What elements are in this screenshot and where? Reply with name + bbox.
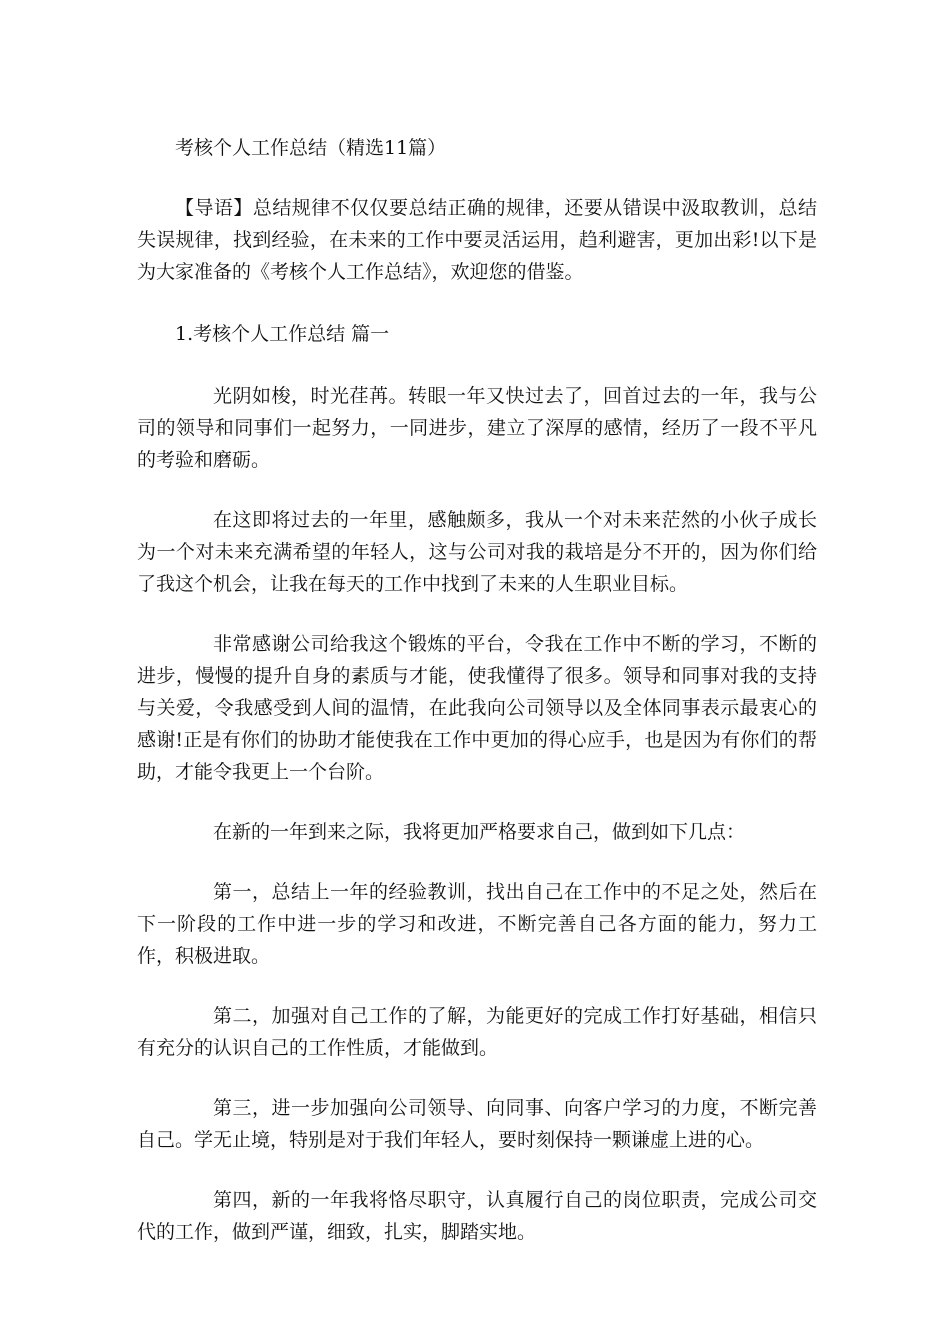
body-paragraph-8: 第四，新的一年我将恪尽职守，认真履行自己的岗位职责，完成公司交代的工作，做到严谨，细致，扎实，脚踏实地。 xyxy=(137,1189,817,1243)
body-paragraph-7: 第三，进一步加强向公司领导、向同事、向客户学习的力度，不断完善自己。学无止境，特别是对于我们年轻人，要时刻保持一颗谦虚上进的心。 xyxy=(137,1097,817,1151)
document-body xyxy=(137,132,817,1276)
body-paragraph-6: 第二，加强对自己工作的了解，为能更好的完成工作打好基础，相信只有充分的认识自己的工作性质，才能做到。 xyxy=(137,1005,817,1059)
body-paragraph-1: 光阴如梭，时光荏苒。转眼一年又快过去了，回首过去的一年，我与公司的领导和同事们一起努力，一同进步，建立了深厚的感情，经历了一段不平凡的考验和磨砺。 xyxy=(137,385,817,471)
body-paragraph-4: 在新的一年到来之际，我将更加严格要求自己，做到如下几点： xyxy=(213,821,746,843)
body-paragraph-2: 在这即将过去的一年里，感触颇多，我从一个对未来茫然的小伙子成长为一个对未来充满希望的年轻人，这与公司对我的栽培是分不开的，因为你们给了我这个机会，让我在每天的工作中找到了未来的人生职业目标。 xyxy=(137,509,817,595)
body-paragraph-3: 非常感谢公司给我这个锻炼的平台，令我在工作中不断的学习，不断的进步，慢慢的提升自身的素质与才能，使我懂得了很多。领导和同事对我的支持与关爱，令我感受到人间的温情，在此我向公司领导以及全体同事表示最衷心的感谢!正是有你们的协助才能使我在工作中更加的得心应手，也是因为有你们的帮助，才能令我更上一个台阶。 xyxy=(137,633,817,783)
body-paragraph-5: 第一，总结上一年的经验教训，找出自己在工作中的不足之处，然后在下一阶段的工作中进一步的学习和改进，不断完善自己各方面的能力，努力工作，积极进取。 xyxy=(137,881,817,967)
section-heading: 1.考核个人工作总结 篇一 xyxy=(175,323,390,345)
intro-paragraph: 【导语】总结规律不仅仅要总结正确的规律，还要从错误中汲取教训，总结失误规律，找到经验，在未来的工作中要灵活运用，趋利避害，更加出彩!以下是为大家准备的《考核个人工作总结》，欢迎您的借鉴。 xyxy=(137,197,817,283)
document-title: 考核个人工作总结（精选11篇） xyxy=(175,137,447,159)
